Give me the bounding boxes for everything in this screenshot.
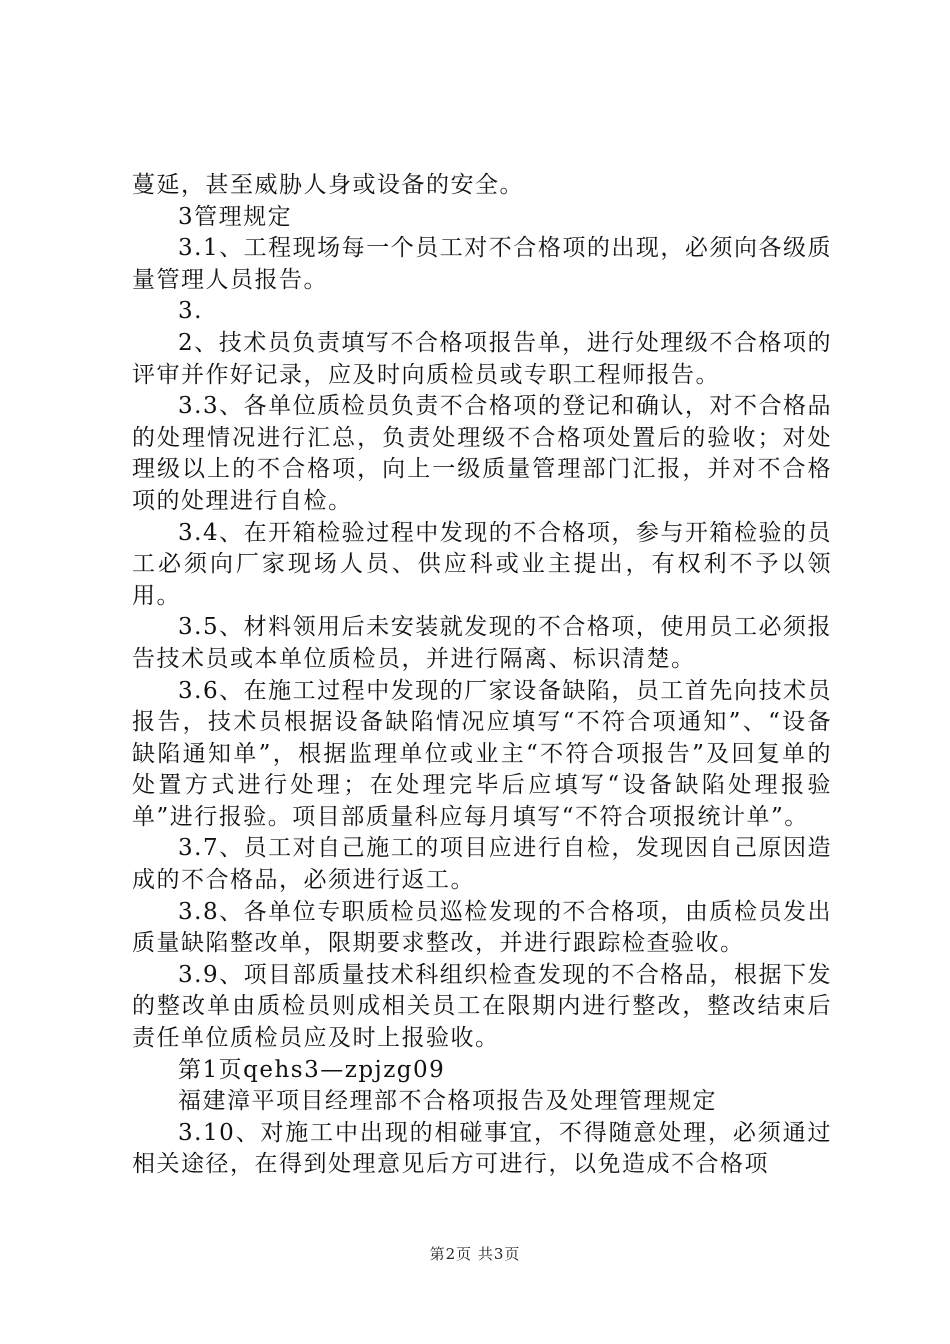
paragraph: 3.: [178, 298, 203, 325]
page-footer: [0, 1243, 950, 1264]
paragraph: 3.5、材料领用后未安装就发现的不合格项，使用员工必须报告技术员或本单位质检员，并进行隔离、标识清楚。: [132, 614, 832, 672]
paragraph: 3.7、员工对自己施工的项目应进行自检，发现因自己原因造成的不合格品，必须进行返工。: [132, 835, 832, 894]
paragraph: 2、技术员负责填写不合格项报告单，进行处理级不合格项的评审并作好记录，应及时向质检员或专职工程师报告。: [132, 329, 832, 388]
page-indicator: 第2页 共3页: [429, 1245, 521, 1263]
document-title-line: 福建漳平项目经理部不合格项报告及处理管理规定: [178, 1088, 717, 1115]
paragraph: 3.6、在施工过程中发现的厂家设备缺陷，员工首先向技术员报告，技术员根据设备缺陷情况应填写“不符合项通知”、“设备缺陷通知单”，根据监理单位或业主“不符合项报告”及回复单的处置方式进行处理；在处理完毕后应填写“设备缺陷处理报验单”进行报验。项目部质量科应每月填写“不符合项报统计单”。: [132, 677, 832, 830]
paragraph: 3.10、对施工中出现的相碰事宜，不得随意处理，必须通过相关途径，在得到处理意见后方可进行，以免造成不合格项: [132, 1119, 832, 1178]
section-heading: 3管理规定: [178, 203, 293, 230]
paragraph: 3.4、在开箱检验过程中发现的不合格项，参与开箱检验的员工必须向厂家现场人员、供应科或业主提出，有权利不予以领用。: [132, 519, 832, 609]
page-reference-line: 第1页qehs3—zpjzg09: [178, 1056, 446, 1083]
paragraph: 3.3、各单位质检员负责不合格项的登记和确认，对不合格品的处理情况进行汇总，负责处理级不合格项处置后的验收；对处理级以上的不合格项，向上一级质量管理部门汇报，并对不合格项的处理进行自检。: [132, 393, 832, 514]
paragraph: 3.9、项目部质量技术科组织检查发现的不合格品，根据下发的整改单由质检员则成相关员工在限期内进行整改，整改结束后责任单位质检员应及时上报验收。: [132, 961, 832, 1052]
paragraph: 蔓延，甚至威胁人身或设备的安全。: [132, 172, 524, 198]
paragraph: 3.8、各单位专职质检员巡检发现的不合格项，由质检员发出质量缺陷整改单，限期要求整改，并进行跟踪检查验收。: [132, 898, 832, 957]
document-body: [132, 170, 832, 1181]
paragraph: 3.1、工程现场每一个员工对不合格项的出现，必须向各级质量管理人员报告。: [132, 235, 832, 293]
